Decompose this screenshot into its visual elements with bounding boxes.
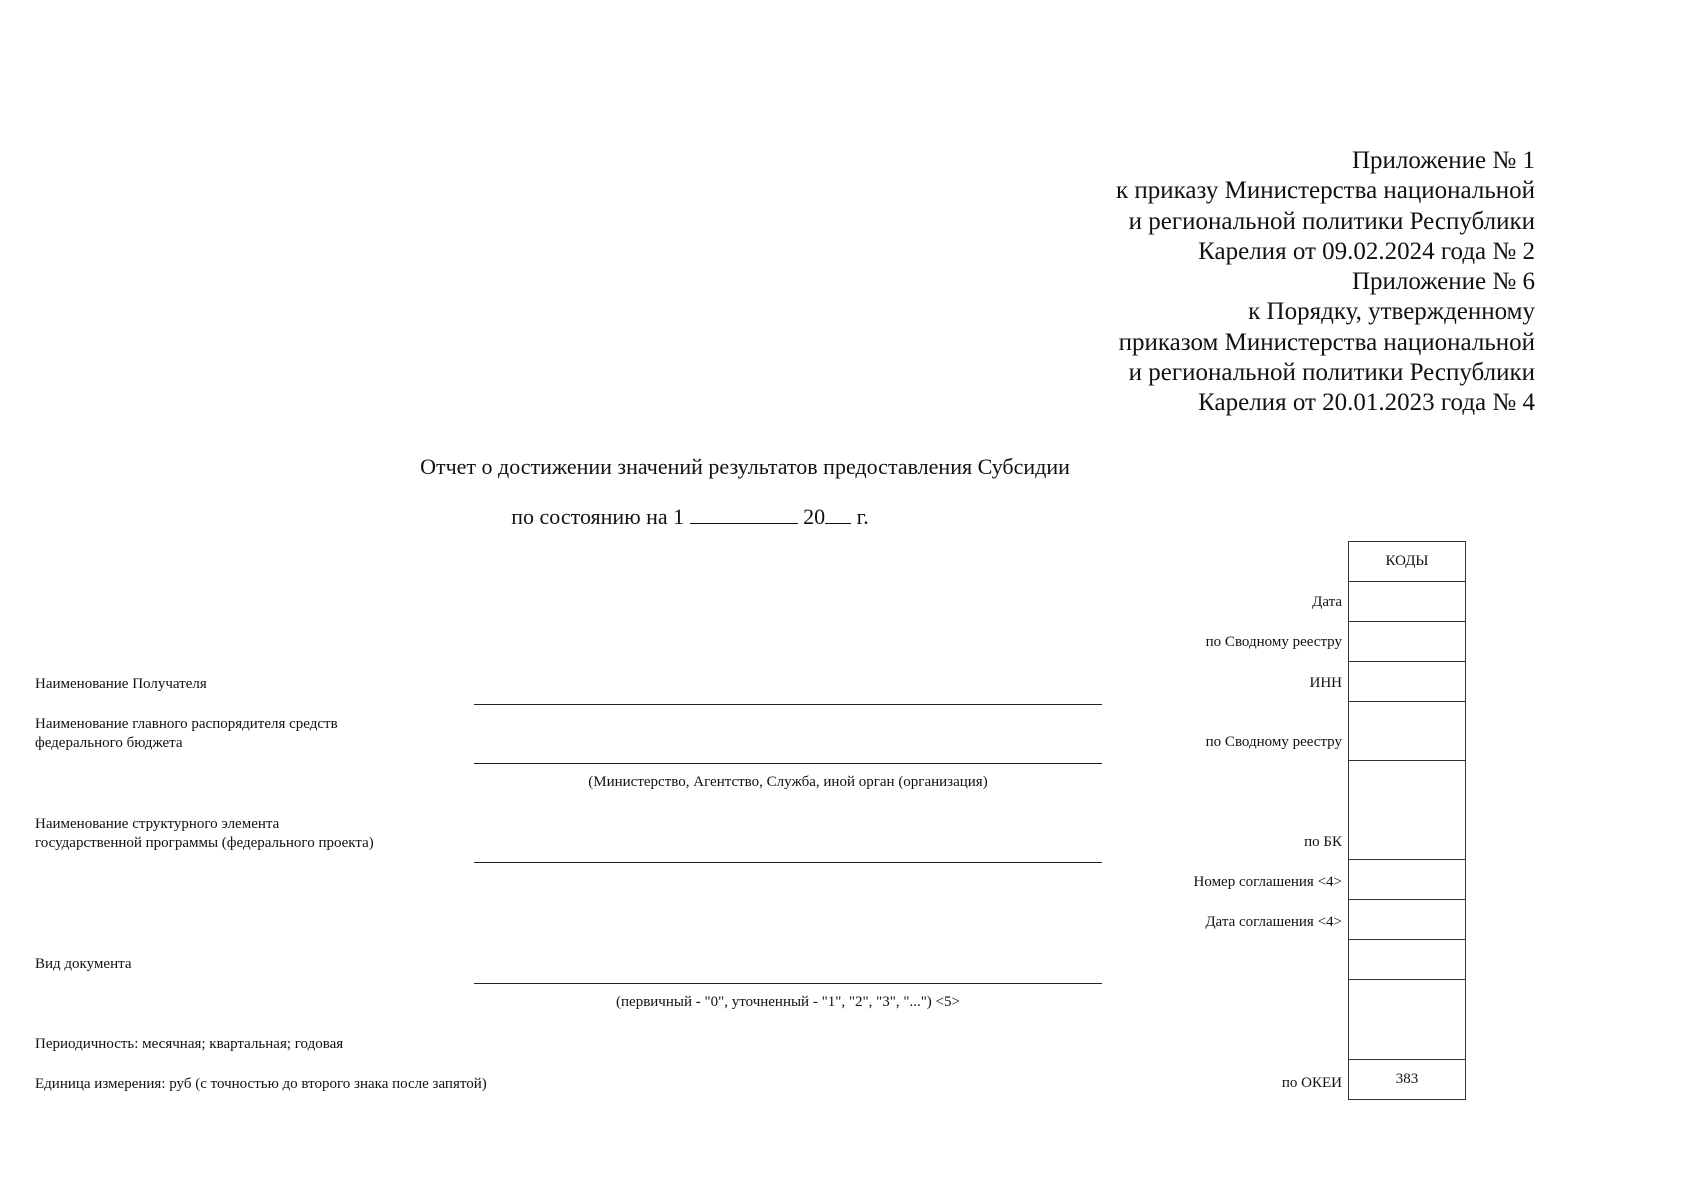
code-inn-cell[interactable] [1349, 662, 1465, 702]
agreement-date-label: Дата соглашения <4> [1205, 914, 1342, 930]
bk-label: по БК [1304, 834, 1342, 850]
element-label-line-1: Наименование структурного элемента [35, 816, 280, 832]
appendix-line: Приложение № 6 [1351, 268, 1535, 296]
report-as-of-date [440, 503, 940, 530]
manager-label [35, 715, 338, 753]
code-okei-cell: 383 [1349, 1060, 1465, 1100]
appendix-line: приказом Министерства национальной [1118, 328, 1535, 356]
date-label: Дата [1312, 594, 1342, 610]
code-registry-2-cell[interactable] [1349, 702, 1465, 761]
periodicity-label: Периодичность: месячная; квартальная; годовая [35, 1036, 344, 1052]
registry-label-2: по Сводному реестру [1205, 734, 1342, 750]
appendix-line: Карелия от 20.01.2023 года № 4 [1198, 389, 1535, 417]
code-doc-type-cell[interactable] [1349, 940, 1465, 980]
agreement-number-label: Номер соглашения <4> [1193, 874, 1342, 890]
element-line[interactable] [474, 862, 1102, 863]
codes-table [1348, 541, 1466, 1100]
recipient-line[interactable] [474, 704, 1102, 705]
manager-label-line-2: федерального бюджета [35, 735, 183, 751]
asof-suffix: г. [856, 504, 869, 529]
code-registry-1-cell[interactable] [1349, 622, 1465, 662]
appendix-line: к приказу Министерства национальной [1115, 177, 1535, 205]
asof-prefix: по состоянию на 1 [511, 504, 685, 529]
appendix-line: Приложение № 1 [1351, 147, 1535, 174]
code-periodicity-cell[interactable] [1349, 980, 1465, 1060]
code-agreement-number-cell[interactable] [1349, 860, 1465, 900]
asof-year: 20 [803, 504, 826, 529]
doc-type-line[interactable] [474, 983, 1102, 984]
appendix-block [975, 146, 1535, 419]
codes-header: КОДЫ [1349, 542, 1465, 582]
code-agreement-date-cell[interactable] [1349, 900, 1465, 940]
manager-label-line-1: Наименование главного распорядителя средств [35, 716, 338, 732]
manager-line[interactable] [474, 763, 1102, 764]
registry-label-1: по Сводному реестру [1205, 634, 1342, 650]
doc-type-label: Вид документа [35, 956, 132, 972]
year-blank[interactable] [825, 503, 851, 524]
report-title: Отчет о достижении значений результатов предоставления Субсидии [420, 454, 1070, 479]
appendix-line: Карелия от 09.02.2024 года № 2 [1198, 237, 1535, 265]
manager-hint: (Министерство, Агентство, Служба, иной орган (организация) [588, 774, 988, 790]
appendix-line: к Порядку, утвержденному [1248, 298, 1535, 326]
unit-label: Единица измерения: руб (с точностью до второго знака после запятой) [35, 1076, 487, 1092]
appendix-line: и региональной политики Республики [1128, 207, 1535, 235]
element-label-line-2: государственной программы (федерального проекта) [35, 835, 374, 851]
doc-type-hint: (первичный - "0", уточненный - "1", "2", "3", "...") <5> [616, 994, 960, 1010]
element-label [35, 815, 374, 853]
okei-label: по ОКЕИ [1281, 1075, 1342, 1091]
inn-label: ИНН [1309, 675, 1342, 691]
month-blank[interactable] [690, 503, 798, 524]
code-date-cell[interactable] [1349, 582, 1465, 622]
appendix-line: и региональной политики Республики [1128, 359, 1535, 387]
code-bk-cell[interactable] [1349, 761, 1465, 860]
recipient-label: Наименование Получателя [35, 676, 207, 692]
